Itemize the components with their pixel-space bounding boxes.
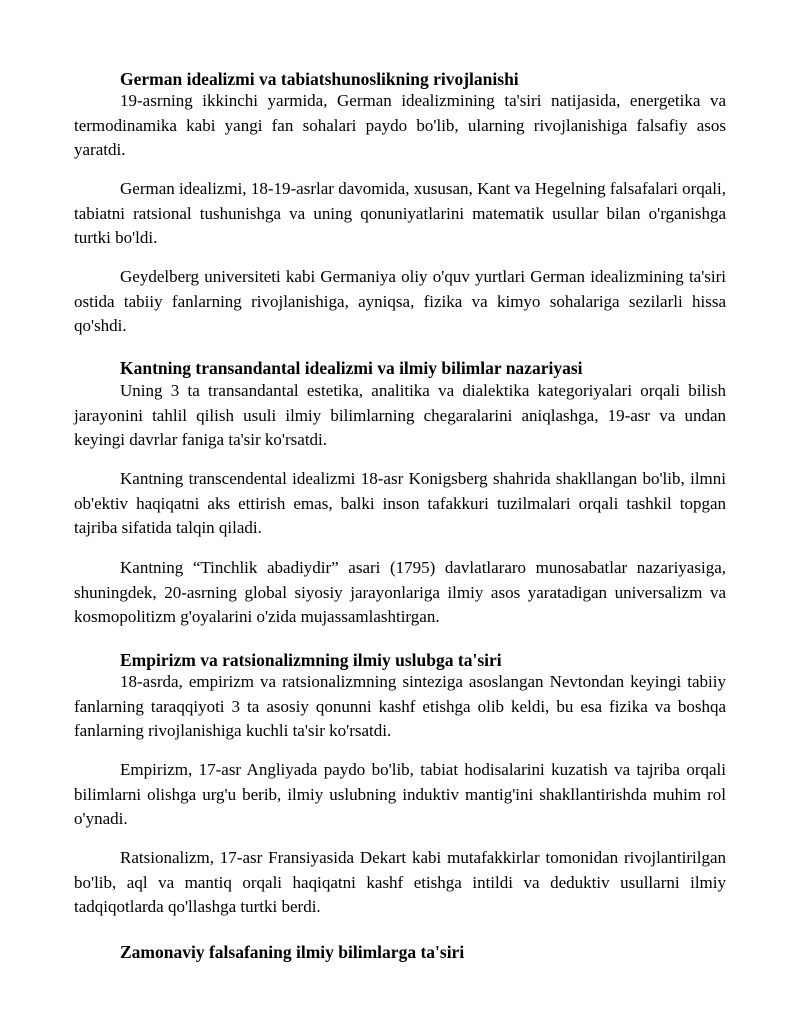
section-heading: Zamonaviy falsafaning ilmiy bilimlarga ta'siri xyxy=(120,942,465,962)
section-heading: Kantning transandantal idealizmi va ilmiy bilimlar nazariyasi xyxy=(120,358,583,378)
paragraph: Geydelberg universiteti kabi Germaniya oliy o'quv yurtlari German idealizmining ta'siri ostida tabiiy fanlarning rivojlanishiga, ayniqsa, fizika va kimyo sohalariga sezilarli hissa qo'shdi. xyxy=(74,267,726,335)
paragraph: 19-asrning ikkinchi yarmida, German idealizmining ta'siri natijasida, energetika va termodinamika kabi yangi fan sohalari paydo bo'lib, ularning rivojlanishiga falsafiy asos yaratdi. xyxy=(74,91,726,159)
paragraph: Ratsionalizm, 17-asr Fransiyasida Dekart kabi mutafakkirlar tomonidan rivojlantirilgan bo'lib, aql va mantiq orqali haqiqatni kashf etishga intildi va deduktiv usullarni ilmiy tadqiqotlarda qo'llashga turtki berdi. xyxy=(74,848,726,916)
paragraph: Kantning “Tinchlik abadiydir” asari (1795) davlatlararo munosabatlar nazariyasiga, shuningdek, 20-asrning global siyosiy jarayonlariga ilmiy asos yaratadigan universalizm va kosmopolitizm g'oyalarini o'zida mujassamlashtirgan. xyxy=(74,558,726,626)
section-heading: German idealizmi va tabiatshunoslikning rivojlanishi xyxy=(120,69,519,89)
paragraph: Uning 3 ta transandantal estetika, analitika va dialektika kategoriyalari orqali bilish jarayonini tahlil qilish usuli ilmiy bilimlarning chegaralarini aniqlashga, 19-asr va undan keyingi davrlar faniga ta'sir ko'rsatdi. xyxy=(74,381,726,449)
paragraph: Kantning transcendental idealizmi 18-asr Konigsberg shahrida shakllangan bo'lib, ilmni ob'ektiv haqiqatni aks ettirish emas, balki inson tafakkuri tuzilmalari orqali tashkil topgan tajriba sifatida talqin qiladi. xyxy=(74,469,726,537)
section-heading: Empirizm va ratsionalizmning ilmiy uslubga ta'siri xyxy=(120,650,502,670)
paragraph: German idealizmi, 18-19-asrlar davomida, xususan, Kant va Hegelning falsafalari orqali, tabiatni ratsional tushunishga va uning qonuniyatlarini matematik usullar bilan o'rganishga turtki bo'ldi. xyxy=(74,179,726,247)
paragraph: Empirizm, 17-asr Angliyada paydo bo'lib, tabiat hodisalarini kuzatish va tajriba orqali bilimlarni olishga urg'u berib, ilmiy uslubning induktiv mantig'ini shakllantirishda muhim rol o'ynadi. xyxy=(74,760,726,828)
paragraph: 18-asrda, empirizm va ratsionalizmning sinteziga asoslangan Nevtondan keyingi tabiiy fanlarning taraqqiyoti 3 ta asosiy qonunni kashf etishga olib keldi, bu esa fizika va boshqa fanlarning rivojlanishiga kuchli ta'sir ko'rsatdi. xyxy=(74,672,726,740)
